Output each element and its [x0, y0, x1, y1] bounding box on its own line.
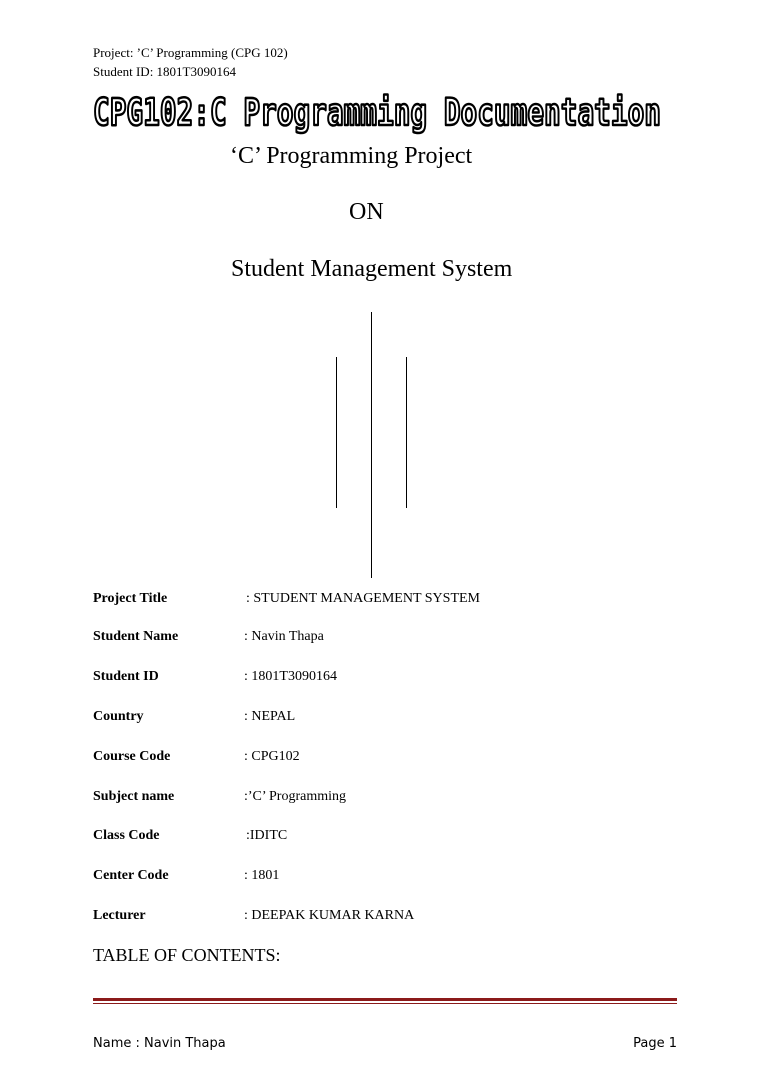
field-label-center-code: Center Code	[93, 868, 169, 883]
field-value-project-title: : STUDENT MANAGEMENT SYSTEM	[246, 591, 480, 606]
document-title	[93, 89, 673, 135]
field-label-lecturer: Lecturer	[93, 908, 146, 923]
cover-line-2: ON	[349, 199, 384, 225]
header-student-id-line: Student ID: 1801T3090164	[93, 64, 236, 79]
footer-rule-thin	[93, 1003, 677, 1004]
field-label-subject-name: Subject name	[93, 789, 175, 804]
field-value-student-id: : 1801T3090164	[244, 669, 337, 684]
cover-line-3: Student Management System	[231, 256, 513, 282]
field-label-country: Country	[93, 709, 144, 724]
field-label-student-name: Student Name	[93, 629, 179, 644]
field-label-class-code: Class Code	[93, 828, 160, 843]
toc-heading: TABLE OF CONTENTS:	[93, 945, 281, 965]
field-label-student-id: Student ID	[93, 669, 159, 684]
document-title-text: CPG102:C Programming Documentation	[93, 91, 661, 134]
field-value-lecturer: : DEEPAK KUMAR KARNA	[244, 908, 415, 923]
field-value-student-name: : Navin Thapa	[244, 629, 324, 644]
cover-line-1: ‘C’ Programming Project	[230, 143, 473, 169]
decorative-line-left	[336, 357, 337, 508]
footer-name: Name : Navin Thapa	[93, 1036, 226, 1051]
field-value-class-code: :IDITC	[246, 828, 288, 843]
field-label-course-code: Course Code	[93, 749, 171, 764]
header-project-line: Project: ’C’ Programming (CPG 102)	[93, 45, 288, 60]
decorative-line-center	[371, 312, 372, 578]
field-value-subject-name: :’C’ Programming	[244, 789, 347, 804]
decorative-line-right	[406, 357, 407, 508]
footer-rule-thick	[93, 998, 677, 1001]
field-value-country: : NEPAL	[244, 709, 296, 724]
field-value-course-code: : CPG102	[244, 749, 300, 764]
field-value-center-code: : 1801	[244, 868, 280, 883]
footer-page-number: Page 1	[633, 1036, 677, 1051]
field-label-project-title: Project Title	[93, 591, 168, 606]
